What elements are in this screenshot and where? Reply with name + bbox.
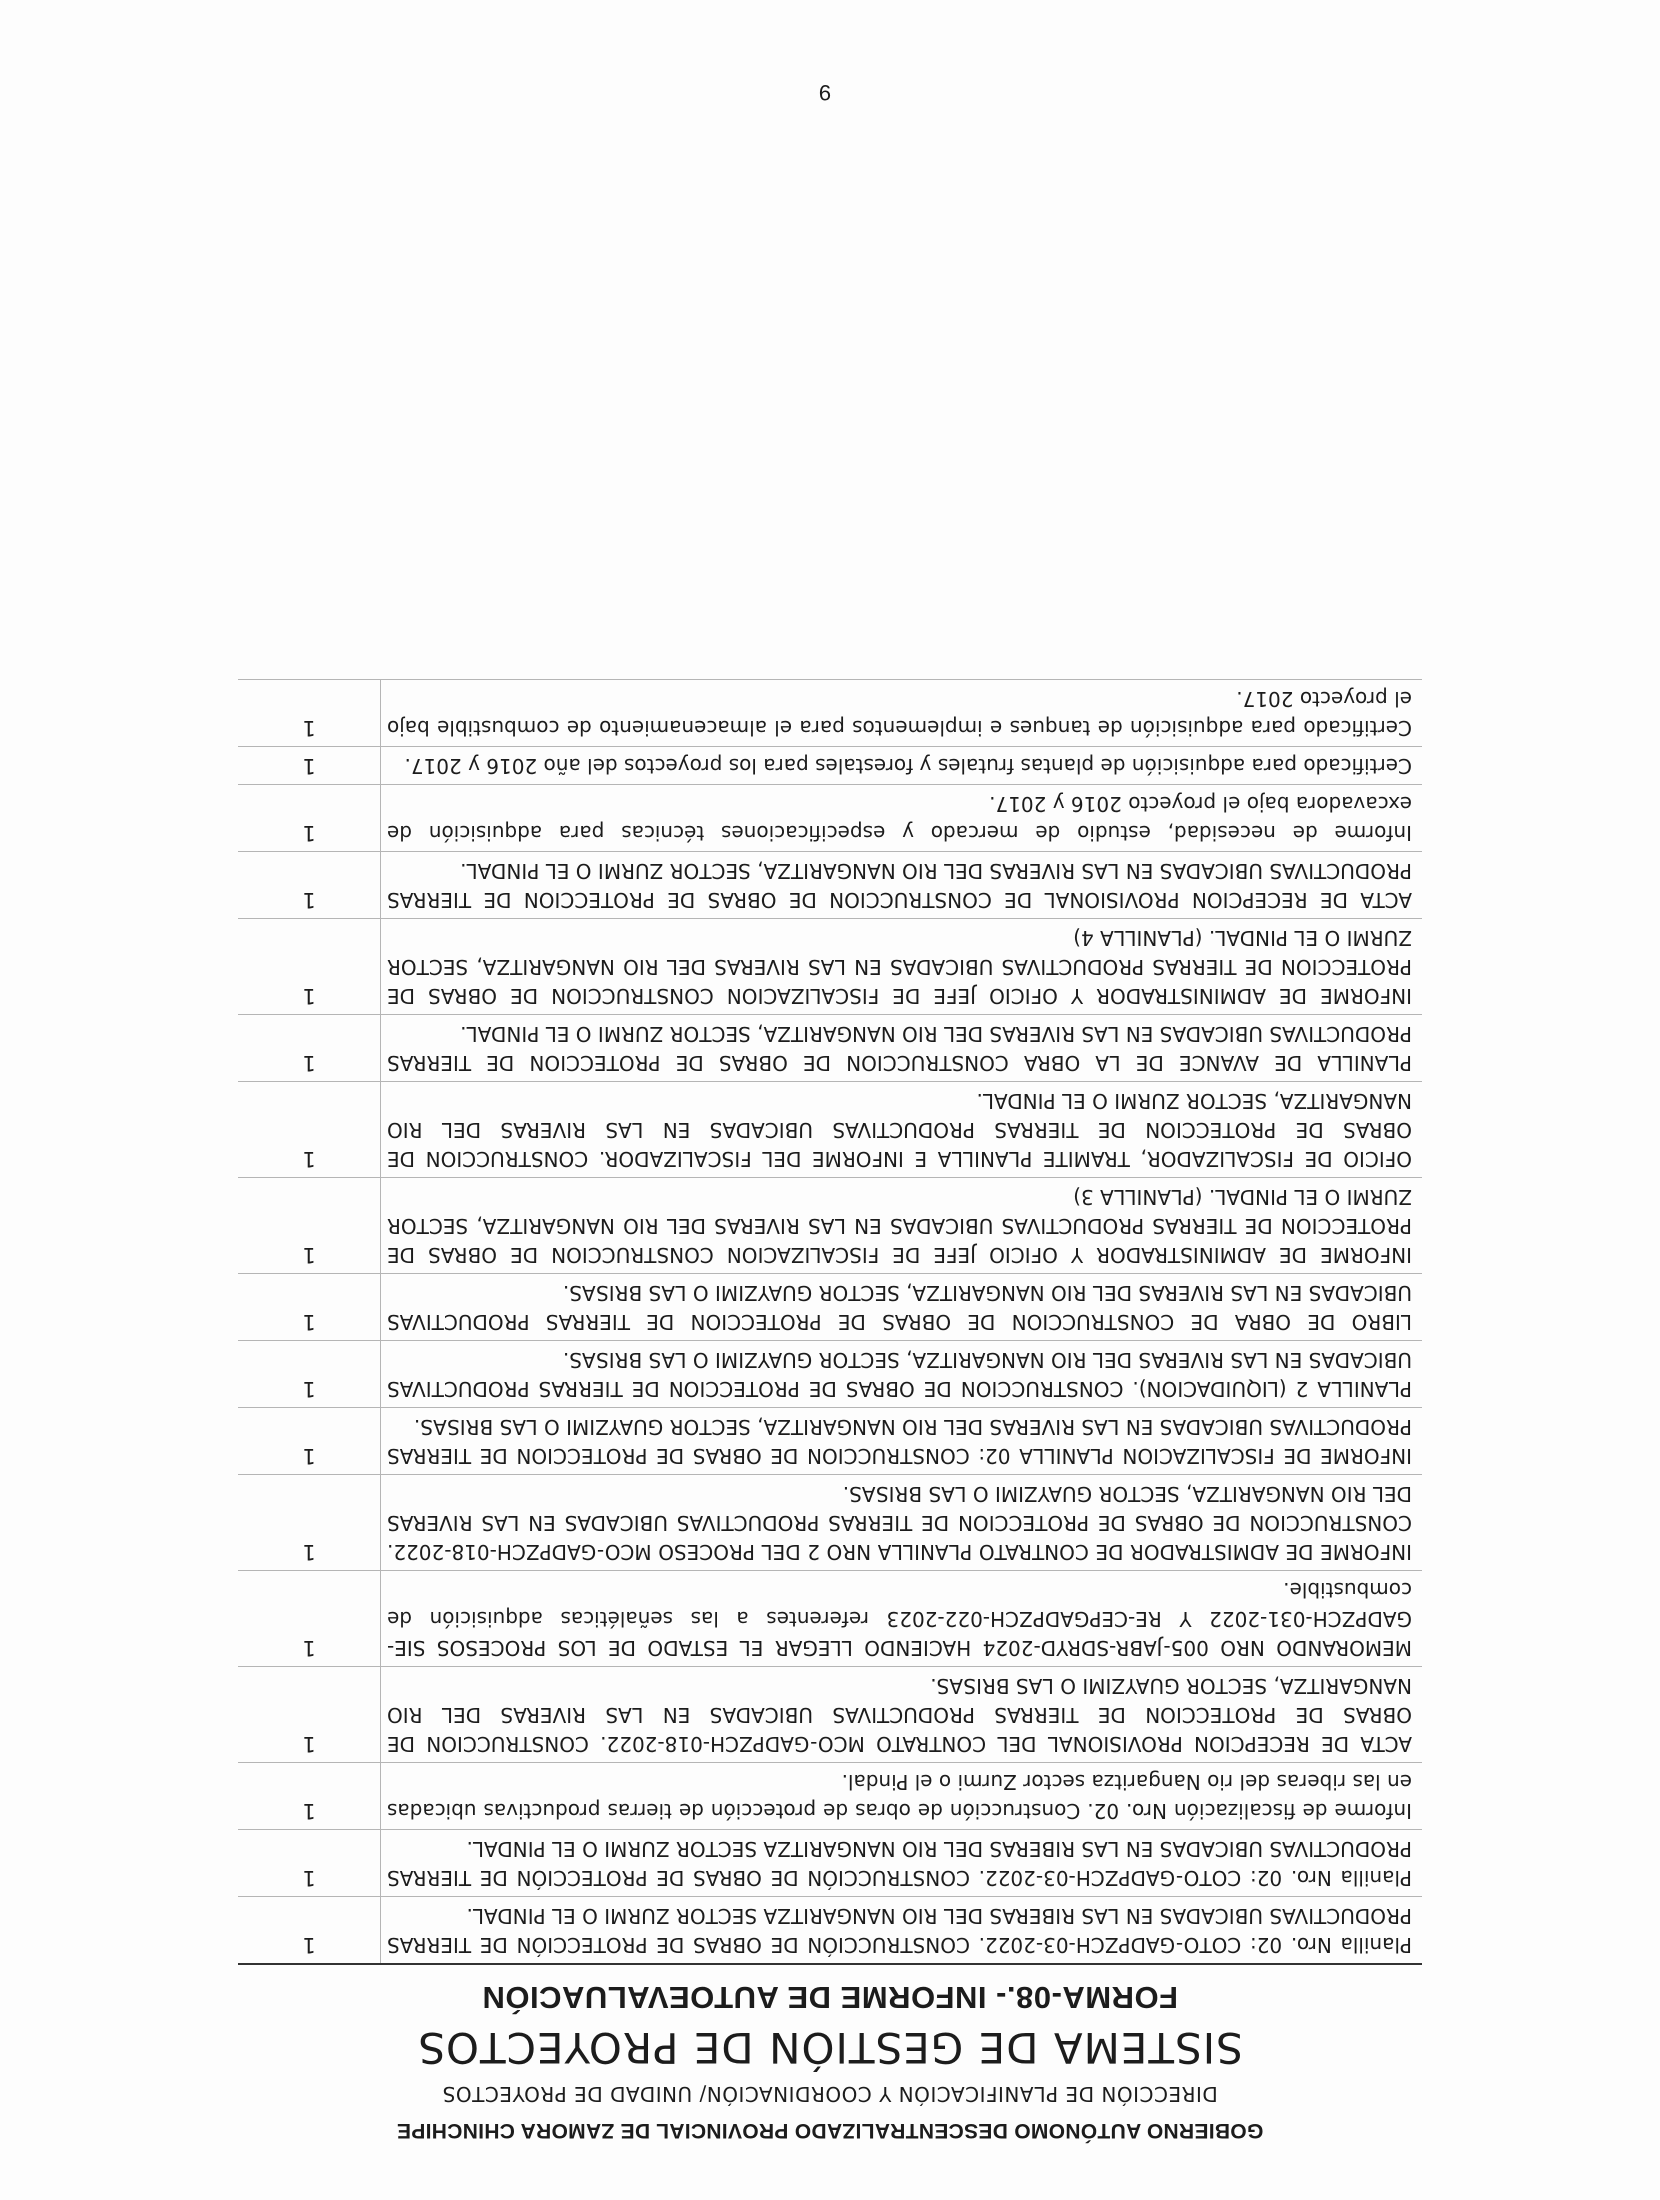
row-quantity: 1 <box>302 1732 316 1756</box>
table-row <box>238 1474 1422 1570</box>
row-description: Informe de necesidad, estudio de mercado y especificaciones técnicas para adquisición de excavadora bajo el proyecto 2016 y 2017. <box>380 785 1422 851</box>
table-row <box>238 746 1422 784</box>
documents-table <box>238 679 1422 1965</box>
table-row <box>238 851 1422 918</box>
row-description: INFORME DE ADMISTRADOR DE CONTRATO PLANILLA NRO 2 DEL PROCESO MCO-GADPZCH-018-2022. CONSTRUCCION DE OBRAS DE PROTECCION DE TIERRAS PRODUCTIVAS UBICADAS EN LAS RIVERAS DEL RIO NANGARITZA, SECTOR GUAYZIMI O LAS BRISAS. <box>380 1475 1422 1570</box>
row-description: Planilla Nro. 02: COTO-GADPZCH-03-2022. CONSTRUCCIÓN DE OBRAS DE PROTECCIÓN DE TIERRAS PRODUCTIVAS UBICADAS EN LAS RIBERAS DEL RIO NANGARITZA SECTOR ZURMI O EL PINDAL. <box>380 1897 1422 1963</box>
table-row <box>238 1896 1422 1963</box>
row-quantity: 1 <box>302 1799 316 1823</box>
row-quantity: 1 <box>302 1540 316 1564</box>
row-quantity: 1 <box>302 821 316 845</box>
row-description: LIBRO DE OBRA DE CONSTRUCCION DE OBRAS DE PROTECCION DE TIERRAS PRODUCTIVAS UBICADAS EN LAS RIVERAS DEL RIO NANGARITZA, SECTOR GUAYZIMI O LAS BRISAS. <box>380 1274 1422 1340</box>
table-row <box>238 1762 1422 1829</box>
row-description: PLANILLA DE AVANCE DE LA OBRA CONSTRUCCION DE OBRAS DE PROTECCION DE TIERRAS PRODUCTIVAS UBICADAS EN LAS RIVERAS DEL RIO NANGARITZA, SECTOR ZURMI O EL PINDAL. <box>380 1015 1422 1081</box>
form-title: FORMA-08.- INFORME DE AUTOEVALUACIÓN <box>482 1980 1178 2015</box>
row-description: OFICIO DE FISCALIZADOR, TRAMITE PLANILLA E INFORME DEL FISCALIZADOR. CONSTRUCCION DE OBRAS DE PROTECCION DE TIERRAS PRODUCTIVAS UBICADAS EN LAS RIVERAS DEL RIO NANGARITZA, SECTOR ZURMI O EL PINDAL. <box>380 1082 1422 1177</box>
row-quantity: 1 <box>302 1243 316 1267</box>
department-name: DIRECCIÓN DE PLANIFICACIÓN Y COORDINACIÓN/ UNIDAD DE PROYECTOS <box>442 2082 1218 2106</box>
row-description: INFORME DE ADMINISTRADOR Y OFICIO JEFE DE FISCALIZACION CONSTRUCCION DE OBRAS DE PROTECCION DE TIERRAS PRODUCTIVAS UBICADAS EN LAS RIVERAS DEL RIO NANGARITZA, SECTOR ZURMI O EL PINDAL. (PLANILLA 4) <box>380 919 1422 1014</box>
row-quantity: 1 <box>302 1866 316 1890</box>
row-quantity: 1 <box>302 984 316 1008</box>
row-quantity: 1 <box>302 1933 316 1957</box>
organization-name: GOBIERNO AUTÓNOMO DESCENTRALIZADO PROVINCIAL DE ZAMORA CHINCHIPE <box>396 2119 1264 2142</box>
row-description: PLANILLA 2 (LIQUIDACION). CONSTRUCCION DE OBRAS DE PROTECCION DE TIERRAS PRODUCTIVAS UBICADAS EN LAS RIVERAS DEL RIO NANGARITZA, SECTOR GUAYZIMI O LAS BRISAS. <box>380 1341 1422 1407</box>
row-quantity: 1 <box>302 888 316 912</box>
table-row <box>238 1666 1422 1762</box>
row-description: Certificado para adquisición de plantas frutales y forestales para los proyectos del año 2016 y 2017. <box>380 747 1422 784</box>
table-row <box>238 1407 1422 1474</box>
table-row <box>238 784 1422 851</box>
table-row <box>238 1570 1422 1666</box>
table-row <box>238 1014 1422 1081</box>
row-quantity: 1 <box>302 754 316 778</box>
table-row <box>238 679 1422 746</box>
row-description: INFORME DE FISCALIZACION PLANILLA 02: CONSTRUCCION DE OBRAS DE PROTECCION DE TIERRAS PRODUCTIVAS UBICADAS EN LAS RIVERAS DEL RIO NANGARITZA, SECTOR GUAYZIMI O LAS BRISAS. <box>380 1408 1422 1474</box>
table-row <box>238 1340 1422 1407</box>
row-description: ACTA DE RECEPCION PROVISIONAL DEL CONTRATO MCO-GADPZCH-018-2022. CONSTRUCCION DE OBRAS DE PROTECCION DE TIERRAS PRODUCTIVAS UBICADAS EN LAS RIVERAS DEL RIO NANGARITZA, SECTOR GUAYZIMI O LAS BRISAS. <box>380 1667 1422 1762</box>
row-quantity: 1 <box>302 1051 316 1075</box>
row-description: ACTA DE RECEPCION PROVISIONAL DE CONSTRUCCION DE OBRAS DE PROTECCION DE TIERRAS PRODUCTIVAS UBICADAS EN LAS RIVERAS DEL RIO NANGARITZA, SECTOR ZURMI O EL PINDAL. <box>380 852 1422 918</box>
row-description: Planilla Nro. 02: COTO-GADPZCH-03-2022. CONSTRUCCIÓN DE OBRAS DE PROTECCIÓN DE TIERRAS PRODUCTIVAS UBICADAS EN LAS RIBERAS DEL RIO NANGARITZA SECTOR ZURMI O EL PINDAL. <box>380 1830 1422 1896</box>
table-row <box>238 1177 1422 1273</box>
table-row <box>238 918 1422 1014</box>
row-quantity: 1 <box>302 1444 316 1468</box>
page-number: 9 <box>818 80 832 105</box>
row-quantity: 1 <box>302 1636 316 1660</box>
row-description: Informe de fiscalización Nro. 02. Construcción de obras de protección de tierras productivas ubicadas en las riberas del rio Nangaritza sector Zurmi o el Pindal. <box>380 1763 1422 1829</box>
table-row <box>238 1273 1422 1340</box>
table-row <box>238 1829 1422 1896</box>
row-quantity: 1 <box>302 1377 316 1401</box>
row-description: MEMORANDO NRO 005-JABR-SDRYD-2024 HACIENDO LLEGAR EL ESTADO DE LOS PROCESOS SIE-GADPZCH-031-2022 Y RE-CEPGADPZCH-022-2023 referentes a las señaléticas adquisición de combustible. <box>380 1571 1422 1666</box>
row-quantity: 1 <box>302 1147 316 1171</box>
document-header <box>230 1979 1430 2142</box>
row-description: INFORME DE ADMINISTRADOR Y OFICIO JEFE DE FISCALIZACION CONSTRUCCION DE OBRAS DE PROTECCION DE TIERRAS PRODUCTIVAS UBICADAS EN LAS RIVERAS DEL RIO NANGARITZA, SECTOR ZURMI O EL PINDAL. (PLANILLA 3) <box>380 1178 1422 1273</box>
system-title: SISTEMA DE GESTIÓN DE PROYECTOS <box>417 2023 1243 2072</box>
table-row <box>238 1081 1422 1177</box>
row-description: Certificado para adquisición de tanques e implementos para el almacenamiento de combustible bajo el proyecto 2017. <box>380 680 1422 746</box>
row-quantity: 1 <box>302 716 316 740</box>
row-quantity: 1 <box>302 1310 316 1334</box>
